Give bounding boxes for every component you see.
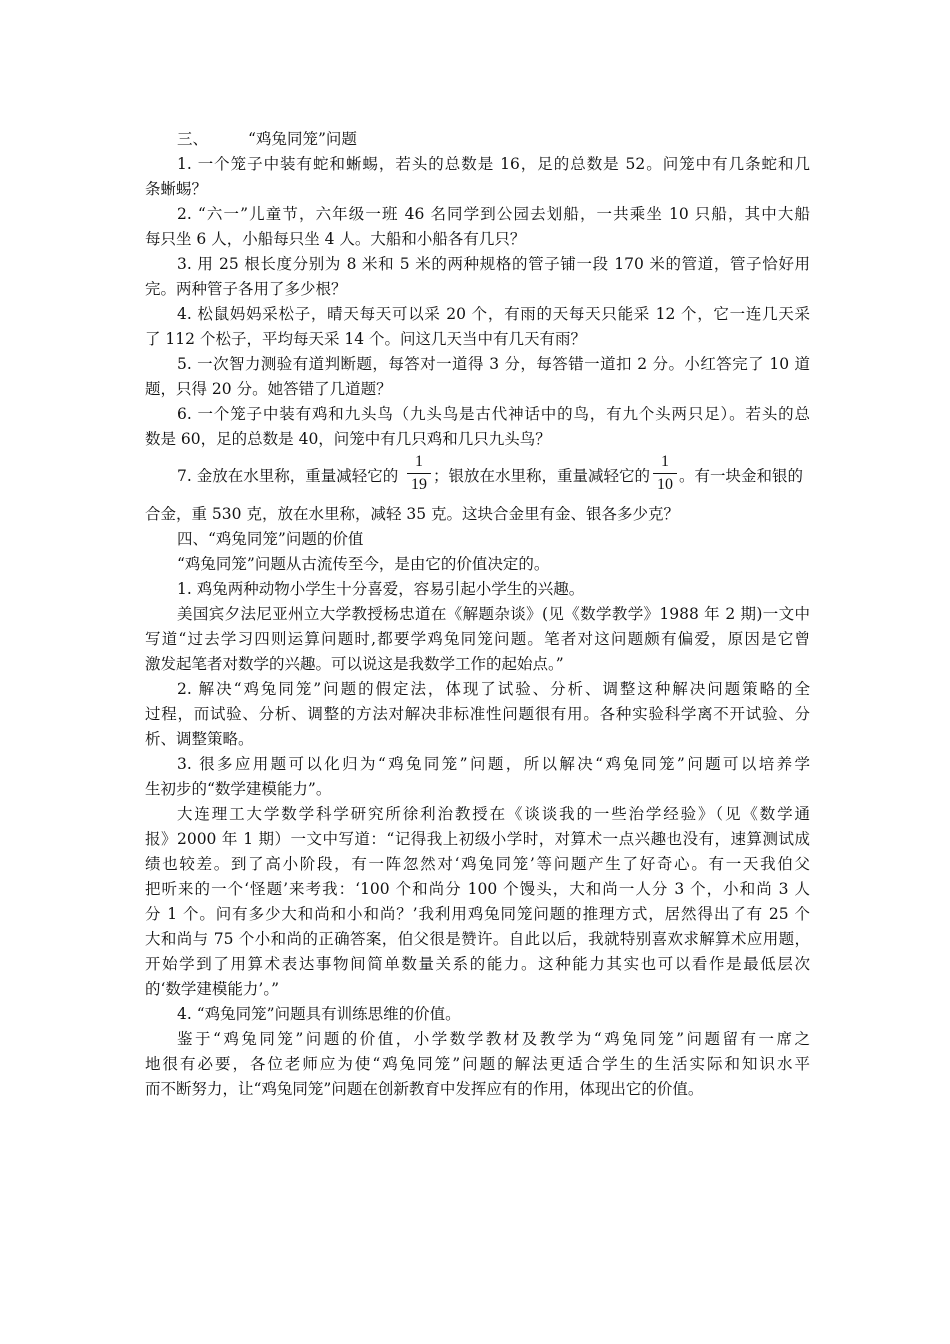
fraction-one-nineteenth [407, 452, 431, 495]
document-body [145, 127, 810, 1102]
problem-2-line-1: 2. “六一”儿童节，六年级一班 46 名同学到公园去划船，一共乘坐 10 只船，其中大船 [177, 205, 810, 223]
yang-quote-line-2: 写道“过去学习四则运算问题时,都要学鸡兔同笼问题。笔者对这问题颇有偏爱，原因是它曾 [145, 630, 810, 648]
xu-quote-line-1: 大连理工大学数学科学研究所徐利治教授在《谈谈我的一些治学经验》（见《数学通 [177, 805, 810, 823]
section-4-intro: “鸡兔同笼”问题从古流传至今，是由它的价值决定的。 [177, 555, 550, 573]
fraction-1-denominator: 19 [411, 476, 427, 493]
yang-quote-line-3: 激发起笔者对数学的兴趣。可以说这是我数学工作的起始点。” [145, 655, 564, 673]
value-1: 1. 鸡兔两种动物小学生十分喜爱，容易引起小学生的兴趣。 [177, 580, 585, 598]
problem-7-line-2: 合金，重 530 克，放在水里称，减轻 35 克。这块合金里有金、银各多少克？ [145, 505, 680, 523]
value-4: 4. “鸡兔同笼”问题具有训练思维的价值。 [177, 1005, 461, 1023]
value-3-line-2: 生初步的“数学建模能力”。 [145, 780, 332, 798]
problem-7-text-c: 。有一块金和银的 [679, 467, 804, 485]
section-3-number: 三、 [177, 130, 209, 148]
value-2-line-1: 2. 解决“鸡兔同笼”问题的假定法，体现了试验、分析、调整这种解决问题策略的全 [177, 680, 810, 698]
value-3-line-1: 3. 很多应用题可以化归为“鸡兔同笼”问题，所以解决“鸡兔同笼”问题可以培养学 [177, 755, 810, 773]
xu-quote-line-5: 分 1 个。问有多少大和尚和小和尚？’我利用鸡兔同笼问题的推理方式，居然得出了有 25 个 [145, 905, 810, 923]
value-2-line-2: 过程，而试验、分析、调整的方法对解决非标准性问题很有用。各种实验科学离不开试验、分 [145, 705, 810, 723]
problem-5-line-1: 5. 一次智力测验有道判断题，每答对一道得 3 分，每答错一道扣 2 分。小红答完了 10 道 [177, 355, 810, 373]
xu-quote-line-8: 的‘数学建模能力’。” [145, 980, 280, 998]
conclusion-line-3: 而不断努力，让“鸡兔同笼”问题在创新教育中发挥应有的作用，体现出它的价值。 [145, 1080, 704, 1098]
xu-quote-line-6: 大和尚与 75 个小和尚的正确答案，伯父很是赞许。自此以后，我就特别喜欢求解算术应用题， [145, 930, 810, 948]
xu-quote-line-4: 把听来的一个‘怪题’来考我：‘100 个和尚分 100 个馒头，大和尚一人分 3 个，小和尚 3 人 [145, 880, 810, 898]
xu-quote-line-7: 开始学到了用算术表达事物间简单数量关系的能力。这种能力其实也可以看作是最低层次 [145, 955, 810, 973]
section-3-title: “鸡兔同笼”问题 [248, 130, 357, 148]
fraction-one-tenth [653, 452, 677, 495]
fraction-2-numerator: 1 [661, 453, 669, 470]
section-4-heading: 四、“鸡兔同笼”问题的价值 [177, 530, 364, 548]
xu-quote-line-3: 绩也较差。到了高小阶段，有一阵忽然对‘鸡兔同笼’等问题产生了好奇心。有一天我伯父 [145, 855, 810, 873]
problem-7-text-b: ；银放在水里称，重量减轻它的 [433, 467, 651, 485]
fraction-1-bar [407, 473, 431, 474]
yang-quote-line-1: 美国宾夕法尼亚州立大学教授杨忠道在《解题杂谈》(见《数学教学》1988 年 2 期)一文中 [177, 605, 810, 623]
xu-quote-line-2: 报》2000 年 1 期）一文中写道：“记得我上初级小学时，对算术一点兴趣也没有，速算测试成 [145, 830, 810, 848]
section-3-heading [145, 127, 810, 152]
problem-2-line-2: 每只坐 6 人，小船每只坐 4 人。大船和小船各有几只？ [145, 230, 526, 248]
conclusion-line-2: 地很有必要，各位老师应为使“鸡兔同笼”问题的解法更适合学生的生活实际和知识水平 [145, 1055, 810, 1073]
problem-5-line-2: 题，只得 20 分。她答错了几道题？ [145, 380, 392, 398]
problem-6-line-1: 6. 一个笼子中装有鸡和九头鸟（九头鸟是古代神话中的鸟，有九个头两只足）。若头的总 [177, 405, 810, 423]
value-2-line-3: 析、调整策略。 [145, 730, 254, 748]
fraction-1-numerator: 1 [415, 453, 423, 470]
problem-7-text-a: 7. 金放在水里称，重量减轻它的 [177, 467, 399, 485]
problem-1-line-2: 条蜥蜴？ [145, 180, 208, 198]
problem-7-line-1 [145, 452, 810, 502]
problem-6-line-2: 数是 60，足的总数是 40，问笼中有几只鸡和几只九头鸟？ [145, 430, 551, 448]
fraction-2-bar [653, 473, 677, 474]
problem-3-line-2: 完。两种管子各用了多少根？ [145, 280, 347, 298]
problem-3-line-1: 3. 用 25 根长度分别为 8 米和 5 米的两种规格的管子铺一段 170 米的管道，管子恰好用 [177, 255, 810, 273]
problem-4-line-2: 了 112 个松子，平均每天采 14 个。问这几天当中有几天有雨？ [145, 330, 587, 348]
problem-4-line-1: 4. 松鼠妈妈采松子，晴天每天可以采 20 个，有雨的天每天只能采 12 个，它一连几天采 [177, 305, 810, 323]
conclusion-line-1: 鉴于“鸡兔同笼”问题的价值，小学数学教材及教学为“鸡兔同笼”问题留有一席之 [177, 1030, 810, 1048]
problem-1-line-1: 1. 一个笼子中装有蛇和蜥蜴，若头的总数是 16，足的总数是 52。问笼中有几条蛇和几 [177, 155, 810, 173]
fraction-2-denominator: 10 [657, 476, 673, 493]
